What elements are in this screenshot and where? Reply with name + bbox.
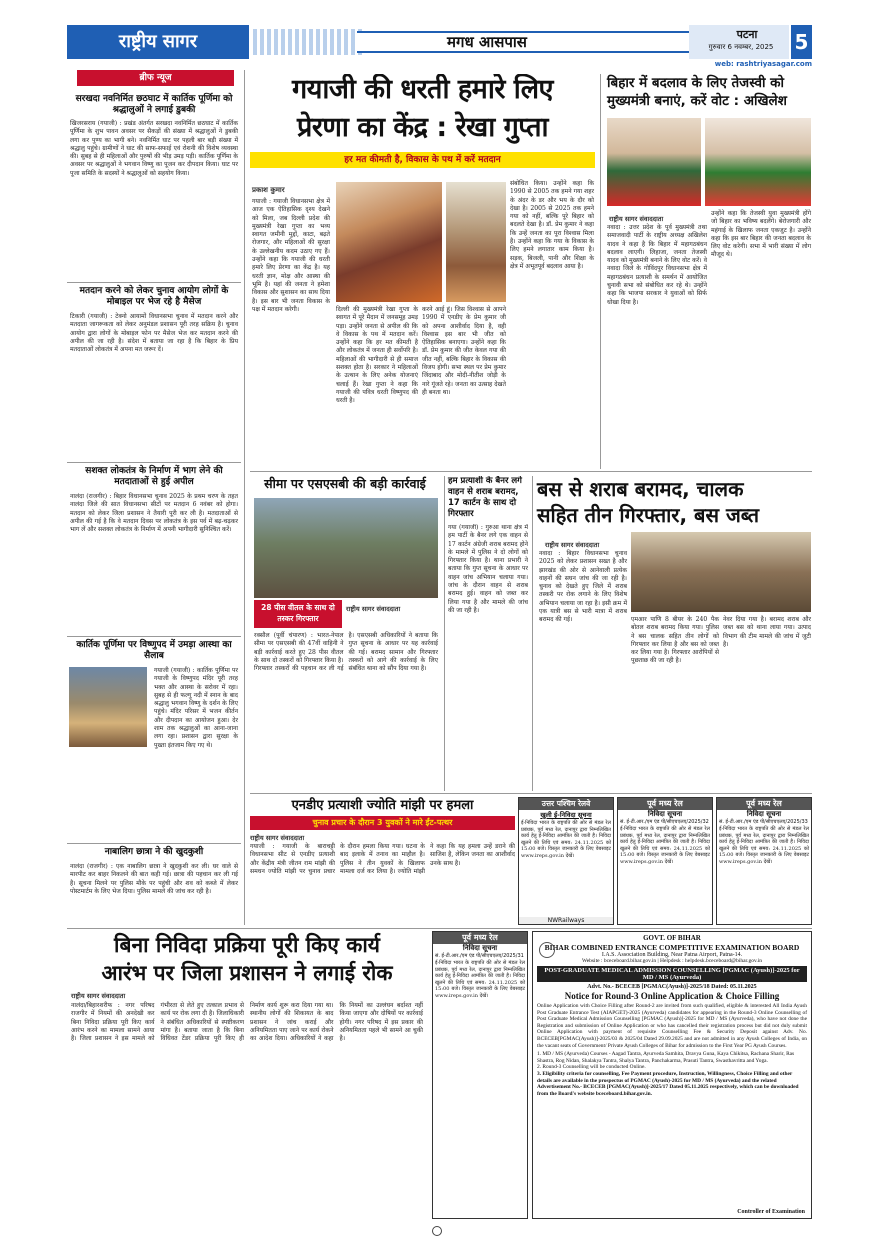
lead-strap-text: हर मत कीमती है, विकास के पथ में करें मतदान [344,155,501,165]
bceceb-adv: Advt. No.- BCECEB [PGMAC(Ayush)]-2025/18 Dated: 05.11.2025 [587,984,757,990]
bceceb-title: POST-GRADUATE MEDICAL ADMISSION COUNSELLING [PGMAC (Ayush)]-2025 for MD / MS (Ayurveda) [537,966,807,982]
bceceb-item-2: 2. Round-3 Counselling will be conducted Online. [537,1064,646,1071]
brief-headline: सरखदा नवनिर्मित छठघाट में कार्तिक पूर्णिमा को श्रद्धालुओं ने लगाई डुबकी [75,94,233,115]
sima-story [250,476,440,791]
brief-item [67,282,241,460]
brief-item [67,843,241,923]
banner-story [444,476,528,791]
masthead [67,23,812,68]
brief-body: नालंदा (राजगीर) : एक नाबालिग छात्रा ने खुदकुशी कर ली। घर वाले से मारपीट कर बाहर निकलने की बात कही गई। छात्रा की पहचान कर ली गई है। सूचना मिलने पर पुलिस मौके पर पहुंची और शव को कब्जे में लेकर पोस्टमार्टम के लिए भेज दिया। पुलिस मामले की जांच कर रही है। [70,863,238,895]
bceceb-item-3: 3. Eligibility criteria for counselling, Fee Payment procedure, Instruction, Willingness, Choice Filling and other details are available in the prospectus of PGMAC (Ayush)-2025 for MD / MS (Ayurveda) and the related Advertisement No.- BCECEB [PGMAC(Ayush)]-2025/17 Dated 05.11.2025 respectively, which can be downloaded from the Board's website bceceboard.bihar.gov.in. [537,1070,799,1097]
akhilesh-photo-2 [705,118,811,206]
lead-col-2: दिल्ली की मुख्यमंत्री रेखा गुप्ता के स्वागत में पूरे मैदान में जनसमूह उमड़ पड़ा। उन्होंने जनता से अपील की कि वे विकास के पथ में मतदान करें। उन्होंने कहा कि हर मत कीमती है और लोकतंत्र में जनता ही सर्वोपरि है। महिलाओं की भागीदारी से ही समाज सशक्त होता है। सरकार ने महिलाओं के उत्थान के लिए अनेक योजनाएं चलाई हैं। रेखा गुप्ता ने कहा कि गयाजी की पवित्र धरती विष्णुपद की धरती है। [336,306,418,405]
jyoti-headline: एनडीए प्रत्याशी ज्योति मांझी पर हमला [291,798,474,813]
lead-strap [250,152,595,168]
lead-headline-line2: प्रेरणा का केंद्र : रेखा गुप्ता [296,112,549,143]
railway-np-subtitle: खुली ई-निविदा सूचना [540,811,592,819]
bceceb-ad [532,931,812,1219]
brief-label: ब्रीफ न्यूज [77,70,234,86]
lead-photo-2 [446,182,506,302]
lead-photo-1 [336,182,442,302]
liquor-col-2: एमआर पाणि 8 बीयर के 240 पैक बोतल शराब बरामद किया गया। पुलिस ने बस चालक सहित तीन लोगों को गिरफ्तार कर लिया है और बस को जब्त कर लिया गया है। गिरफ्तार आरोपियों से पूछताछ की जा रही है। [631,616,719,665]
sima-body: रक्सौल (पूर्वी चंपारण) : भारत-नेपाल सीमा पर एसएसबी की 47वीं वाहिनी ने बड़ी कार्रवाई करते हुए 28 पीस वीतल के साथ दो तस्करों को गिरफ्तार किया है। गिरफ्तार तस्करों की पहचान कर ली गई है। एसएसबी अधिकारियों ने बताया कि गुप्त सूचना के आधार पर यह कार्रवाई की गई। बरामद सामान और गिरफ्तार तस्करों को आगे की कार्रवाई के लिए संबंधित थाना को सौंप दिया गया है। [254,632,438,673]
lead-col-1: गयाजी : गयाजी विधानसभा क्षेत्र में आज एक ऐतिहासिक दृश्य देखने को मिला, जब दिल्ली प्रदेश की मुख्यमंत्री रेखा गुप्ता का भव्य स्वागत जमीनी मुद्दों, काटा, बढ़ते रोजगार, और महिलाओं की सुरक्षा के उल्लेखनीय कदम उठाए गए हैं। उन्होंने कहा कि गयाजी की धरती हमारे लिए प्रेरणा का केंद्र है। यह धरती ज्ञान, मोक्ष और आस्था की भूमि है। यहां की जनता ने हमेशा विकास और सुशासन का साथ दिया है। इस बार भी जनता विकास के पक्ष में मतदान करेगी। [252,198,330,313]
masthead-paper-name: राष्ट्रीय सागर [118,31,198,52]
brief-headline: मतदान करने को लेकर चुनाव आयोग लोगों के मोबाइल पर भेज रहे है मैसेज [79,286,229,307]
brief-item [67,636,241,841]
bceceb-name: BIHAR COMBINED ENTRANCE COMPETITIVE EXAMINATION BOARD [544,943,800,952]
masthead-dots [253,29,363,55]
liquor-headline-line2: सहित तीन गिरफ्तार, बस जब्त [537,503,760,527]
section-title: मगध आसपास [447,33,527,51]
website: web: rashtriyasagar.com [714,60,812,68]
bottom-body: नालंदा/बिहारशरीफ : नगर परिषद राजगीर में नियमों की अनदेखी कर बिना निविदा प्रक्रिया पूरी किए कार्य आरंभ करने का मामला सामने आया है। जिला प्रशासन ने इस मामले को गंभीरता से लेते हुए तत्काल प्रभाव से कार्य पर रोक लगा दी है। जिलाधिकारी ने संबंधित अधिकारियों से स्पष्टीकरण मांगा है। बताया जाता है कि बिना विधिवत टेंडर प्रक्रिया पूरी किए ही निर्माण कार्य शुरू करा दिया गया था। स्थानीय लोगों की शिकायत के बाद प्रशासन ने जांच कराई और अनियमितता पाए जाने पर कार्य रोकने का आदेश दिया। अधिकारियों ने कहा कि नियमों का उल्लंघन बर्दाश्त नहीं किया जाएगा और दोषियों पर कार्रवाई होगी। नगर परिषद में इस प्रकार की अनियमितता पहले भी सामने आ चुकी है। [71,1002,423,1043]
railway-np-ad [518,797,614,925]
railway-ec-1-body: ई-निविदा भारत के राष्ट्रपति की ओर से मंडल रेल प्रबंधक, पूर्व मध्य रेल, दानापुर द्वारा निम्नलिखित कार्य हेतु ई-निविदा आमंत्रित की जाती है। निविदा खुलने की तिथि एवं समय: 24.11.2025 को 15:00 बजे। विस्तृत जानकारी के लिए वेबसाइट www.ireps.gov.in देखें। [620,826,710,865]
page-number: 5 [791,25,812,59]
divider [250,471,812,472]
bceceb-sign: Controller of Examination [737,1209,805,1215]
railway-ec-2-body: ई-निविदा भारत के राष्ट्रपति की ओर से मंडल रेल प्रबंधक, पूर्व मध्य रेल, दानापुर द्वारा निम्नलिखित कार्य हेतु ई-निविदा आमंत्रित की जाती है। निविदा खुलने की तिथि एवं समय: 24.11.2025 को 15:00 बजे। विस्तृत जानकारी के लिए वेबसाइट www.ireps.gov.in देखें। [719,826,809,865]
railway-ec-ad-1 [617,797,713,925]
railway-ec-3-body: ई-निविदा भारत के राष्ट्रपति की ओर से मंडल रेल प्रबंधक, पूर्व मध्य रेल, दानापुर द्वारा निम्नलिखित कार्य हेतु ई-निविदा आमंत्रित की जाती है। निविदा खुलने की तिथि एवं समय: 24.11.2025 को 15:00 बजे। विस्तृत जानकारी के लिए वेबसाइट www.ireps.gov.in देखें। [435,960,525,999]
liquor-col-3: नेवर दिया गया है। बरामद शराब और जब्त बस को थाना लाया गया। उत्पाद विभाग की टीम मामले की जांच में जुटी है। [723,616,811,648]
railway-ec-1-title: पूर्व मध्य रेल [618,798,712,810]
railway-np-body: ई-निविदा भारत के राष्ट्रपति की ओर से मंडल रेल प्रबंधक, पूर्व मध्य रेल, दानापुर द्वारा निम्नलिखित कार्य हेतु ई-निविदा आमंत्रित की जाती है। निविदा खुलने की तिथि एवं समय: 24.11.2025 को 15:00 बजे। विस्तृत जानकारी के लिए वेबसाइट www.ireps.gov.in देखें। [521,820,611,859]
bceceb-notice: Notice for Round-3 Online Application & Choice Filling [564,991,780,1001]
liquor-story [532,476,812,791]
city: पटना [736,28,758,41]
jyoti-strap-text: चुनाव प्रचार के दौरान 3 युवकों ने मारे ईंट-पत्थर [312,818,453,827]
akhilesh-headline: बिहार में बदलाव के लिए तेजस्वी को मुख्यमंत्री बनाएं, करें वोट : अखिलेश [607,75,787,109]
brief-body: गयाजी (गयाजी) : कार्तिक पूर्णिमा पर गयाजी के विष्णुपद मंदिर पूरी तरह भक्त और आस्था के सरोवर में रहा। सुबह से ही फल्गु नदी में स्नान के बाद श्रद्धालु भगवान विष्णु के दर्शन के लिए पहुंचे। मंदिर परिसर में भजन कीर्तन और दीपदान का आयोजन हुआ। देर शाम तक श्रद्धालुओं का आना-जाना लगा रहा। प्रशासन द्वारा सुरक्षा के पुख्ता इंतजाम किए गए थे। [154,667,238,749]
registration-mark [432,1226,442,1236]
railway-ec-2-subtitle: निविदा सूचना [746,810,782,818]
railway-ec-3-title: पूर्व मध्य रेल [433,932,527,944]
lead-headline-line1: गयाजी की धरती हमारे लिए [292,74,553,105]
sima-photo [254,498,438,598]
brief-headline: नाबालिग छात्रा ने की खुदकुशी [104,847,204,857]
divider [67,928,812,929]
sima-headline: सीमा पर एसएसबी की बड़ी कार्रवाई [264,476,426,491]
railway-ec-ad-2 [716,797,812,925]
railway-ec-2-ref: सं. ई-टी.आर./एम एंड पी/सीएचएलए/2025/33 [719,819,808,825]
railway-ec-2-title: पूर्व मध्य रेल [717,798,811,810]
bceceb-text: Online Application with Choice Filling after Round-2 are invited from such qualified, eligible & interested All India Ayush Post Graduate Entrance Test (AIAPGET)-2025 (Ayurveda) candidates for appearing in the Round-3 Online Counselling of Post Graduate Medical Admission Counselling [PGMAC (Ayush)]-2025 for MD / MS (Ayurveda), who have not done the Registration and submission of Online Application or who has cancelled their registration process but did not duly submit Online Application with payment of requisite Counselling Fee & Security Deposit against Adv. No. BCECEB[PGMAC(Ayush)]-2025/03 & 2025/04 Dated 29.09.2025 and are not admitted in any Ayush Colleges of India, on the vacant seats of Government/ Private Ayush Colleges of Bihar for admission to the First Year PG Ayush Courses. [537,1003,807,1049]
sima-byline: राष्ट्रीय सागर संवाददाता [346,605,401,613]
railway-ec-ad-3 [432,931,528,1219]
railway-ec-3-ref: सं. ई-टी.आर./एम एंड पी/सीएचएलए/2025/31 [435,953,524,959]
akhilesh-story [600,74,812,469]
bceceb-item-1: 1. MD / MS (Ayurveda) Courses - Aagad Tantra, Ayurveda Samhita, Dravya Guna, Kaya Chikitsa, Rachana Sharir, Ras Shastra, Rog Nidan, Shalakya Tantra, Shalya Tantra, Panchakarma, Prasuti Tantra, Swasthavritta and Yoga. [537,1051,795,1064]
railway-np-title: उत्तर पश्चिम रेलवे [519,798,613,810]
bottom-byline: राष्ट्रीय सागर संवाददाता [71,992,126,1000]
brief-body: खिजरसराय (गयाजी) : प्रखंड अंतर्गत सरखदा नवनिर्मित छठघाट में कार्तिक पूर्णिमा के शुभ पावन अवसर पर सैकड़ों की संख्या में श्रद्धालुओं ने डुबकी लगा कर पुण्य का भागी बने। नवनिर्मित घाट पर पहली बार बड़ी संख्या में श्रद्धालु पहुंचे। ग्रामीणों ने घाट की साफ-सफाई एवं रोशनी की विशेष व्यवस्था की। सुबह से ही महिलाओं और पुरुषों की भीड़ उमड़ पड़ी। कार्तिक पूर्णिमा के अवसर पर श्रद्धालुओं ने भगवान विष्णु का पूजन कर दीपदान किया। घाट पर पूजा समिति के सदस्यों ने श्रद्धालुओं को सहयोग किया। [70,120,238,177]
lead-story [250,74,595,469]
brief-item [67,92,241,280]
brief-headline: कार्तिक पूर्णिमा पर विष्णुपद में उमड़ा आस्था का सैलाब [76,640,232,661]
date: गुरुवार 6 नवम्बर, 2025 [708,43,774,51]
brief-item [67,462,241,634]
bceceb-website: Website : bceceboard.bihar.gov.in | Helpdesk : helpdesk.bceceboard@bihar.gov.in [581,958,763,964]
akhilesh-col-2: उन्होंने कहा कि तेजस्वी युवा मुख्यमंत्री होंगे जो बिहार का भविष्य बदलेंगे। बेरोजगारी और महंगाई के खिलाफ जनता एकजुट है। उन्होंने कहा कि इस बार बिहार की जनता बदलाव के लिए वोट करेगी। सभा में भारी संख्या में लोग मौजूद थे। [711,210,811,259]
brief-body: नालंदा (राजगीर) : बिहार विधानसभा चुनाव 2025 के प्रथम चरण के तहत नालंदा जिले की सात विधानसभा सीटों पर मतदान 6 नवंबर को होगा। मतदान को लेकर जिला प्रशासन ने तैयारी पूरी कर ली है। मतदाताओं से अपील की गई है कि वे मतदान दिवस पर लोकतंत्र के इस पर्व में बढ़-चढ़कर भाग लें और सशक्त लोकतंत्र के निर्माण में अपनी भागीदारी सुनिश्चित करें। [70,493,238,534]
liquor-photo [631,532,811,612]
sima-caption-text: 28 पीस वीतल के साथ दो तस्कर गिरफ्तार [261,603,335,623]
bottom-story [67,931,427,1221]
bceceb-gov: GOVT. OF BIHAR [643,934,701,942]
railway-np-footer: NWRailways [519,917,613,924]
lead-byline: प्रकाश कुमार [252,186,285,194]
railway-ec-1-subtitle: निविदा सूचना [647,810,683,818]
divider [250,793,812,794]
banner-body: गया (गयाजी) : गुरुआ थाना क्षेत्र में हम पार्टी के बैनर लगे एक वाहन से 17 कार्टन अंग्रेजी शराब बरामद होने के मामले में पुलिस ने दो लोगों को गिरफ्तार किया है। थाना प्रभारी ने बताया कि गुप्त सूचना के आधार पर वाहन जांच अभियान चलाया गया। जांच के दौरान वाहन से शराब बरामद हुई। वाहन को जब्त कर लिया गया है और मामले की जांच की जा रही है। [448,524,528,614]
lead-col-4: संबोधित किया। उन्होंने कहा कि 1990 से 2005 तक हमने गया शहर के अंदर के डर और भय के दौर को देखा है। 2005 से 2025 तक हमने गया को नहीं, बल्कि पूरे बिहार को बदलते देखा है। डॉ. प्रेम कुमार ने कहा कि उन्हें जनता का पूरा विश्वास मिला है। उन्होंने कहा कि गया के विकास के लिए हमने लगातार काम किया है। सड़क, बिजली, पानी और शिक्षा के क्षेत्र में अभूतपूर्व बदलाव आया है। [510,180,594,270]
akhilesh-col-1: नवादा : उत्तर प्रदेश के पूर्व मुख्यमंत्री तथा समाजवादी पार्टी के राष्ट्रीय अध्यक्ष अखिलेश यादव ने कहा है कि बिहार में महागठबंधन बदलाव लाएगी। लिहाजा, जनता तेजस्वी यादव को मुख्यमंत्री बनाने के लिए वोट करें। वे नवादा जिले के गोविंदपुर विधानसभा क्षेत्र में महागठबंधन प्रत्याशी के समर्थन में आयोजित चुनावी सभा को संबोधित कर रहे थे। उन्होंने कहा कि भाजपा सरकार ने युवाओं को सिर्फ धोखा दिया है। [607,224,707,306]
brief-photo [69,667,147,747]
bceceb-address: I.A.S. Association Building, Near Patna Airport, Patna-14. [601,952,743,958]
bceceb-emblem [539,942,555,958]
jyoti-strap [250,816,515,830]
jyoti-story [250,797,515,925]
brief-headline: सशक्त लोकतंत्र के निर्माण में भाग लेने की मतदाताओं से हुई अपील [85,466,223,487]
lead-col-3: करने आई हूं। जिस विश्वास से आपने 1990 में एनडीए के प्रेम कुमार जी को अपना आशीर्वाद दिया है, वही विश्वास इस बार भी जीत को ऐतिहासिक बनाएगा। उन्होंने कहा कि डॉ. प्रेम कुमार की जीत केवल गया की जीत नहीं, बल्कि बिहार के विकास की विजय होगी। सभा स्थल पर प्रेम कुमार जिंदाबाद और मोदी-नीतीश जोड़ी के नारे गूंजते रहे। जनता का उत्साह देखते ही बनता था। [422,306,506,396]
jyoti-byline: राष्ट्रीय सागर संवाददाता [250,834,305,842]
bottom-headline-line2: आरंभ पर जिला प्रशासन ने लगाई रोक [101,961,393,985]
railway-ec-1-ref: सं. ई-टी.आर./एम एंड पी/सीएचएलए/2025/32 [620,819,709,825]
jyoti-body: गयाजी : गयाजी के बाराचट्टी विधानसभा सीट से एनडीए प्रत्याशी और केंद्रीय मंत्री जीतन राम मांझी की समधन ज्योति मांझी पर चुनाव प्रचार के दौरान हमला किया गया। घटना के बाद इलाके में तनाव का माहौल है। पुलिस ने तीन युवकों के खिलाफ मामला दर्ज कर लिया है। ज्योति मांझी ने कहा कि यह हमला उन्हें डराने की साजिश है, लेकिन जनता का आशीर्वाद उनके साथ है। [250,843,515,875]
brief-body: टिकारी (गयाजी) : टेक्नो आयामों विधानसभा चुनाव में मतदान करने और मतदाता जागरूकता को लेकर अनुमंडल प्रशासन पूरी तरह सक्रिय है। चुनाव आयोग द्वारा लोगों के मोबाइल फोन पर मैसेज भेज कर मतदान करने की अपील की जा रही है। संदेश में बताया जा रहा है कि बिहार के प्रिय मतदाताओं लोकतंत्र में अपना मत जरूर दें। [70,313,238,354]
liquor-col-1: नवादा : बिहार विधानसभा चुनाव 2025 को लेकर प्रशासन सख्त है और झारखंड की ओर से आनेवाली प्रत्येक वाहनों की सघन जांच की जा रही है। चुनाव को देखते हुए जिले में शराब तस्करी पर रोक लगाने के लिए विशेष अभियान चलाया जा रहा है। इसी क्रम में एक यात्री बस से भारी मात्रा में शराब बरामद की गई। [539,550,627,624]
akhilesh-photo-1 [607,118,701,206]
akhilesh-byline: राष्ट्रीय सागर संवाददाता [609,215,664,223]
liquor-headline-line1: बस से शराब बरामद, चालक [537,477,744,501]
brief-column [67,70,245,925]
bottom-headline-line1: बिना निविदा प्रक्रिया पूरी किए कार्य [114,933,380,957]
liquor-byline: राष्ट्रीय सागर संवाददाता [545,541,600,549]
banner-headline: हम प्रत्याशी के बैनर लगे वाहन से शराब बरामद, 17 कार्टन के साथ दो गिरफ्तार [448,476,522,519]
railway-ec-3-subtitle: निविदा सूचना [462,944,498,952]
